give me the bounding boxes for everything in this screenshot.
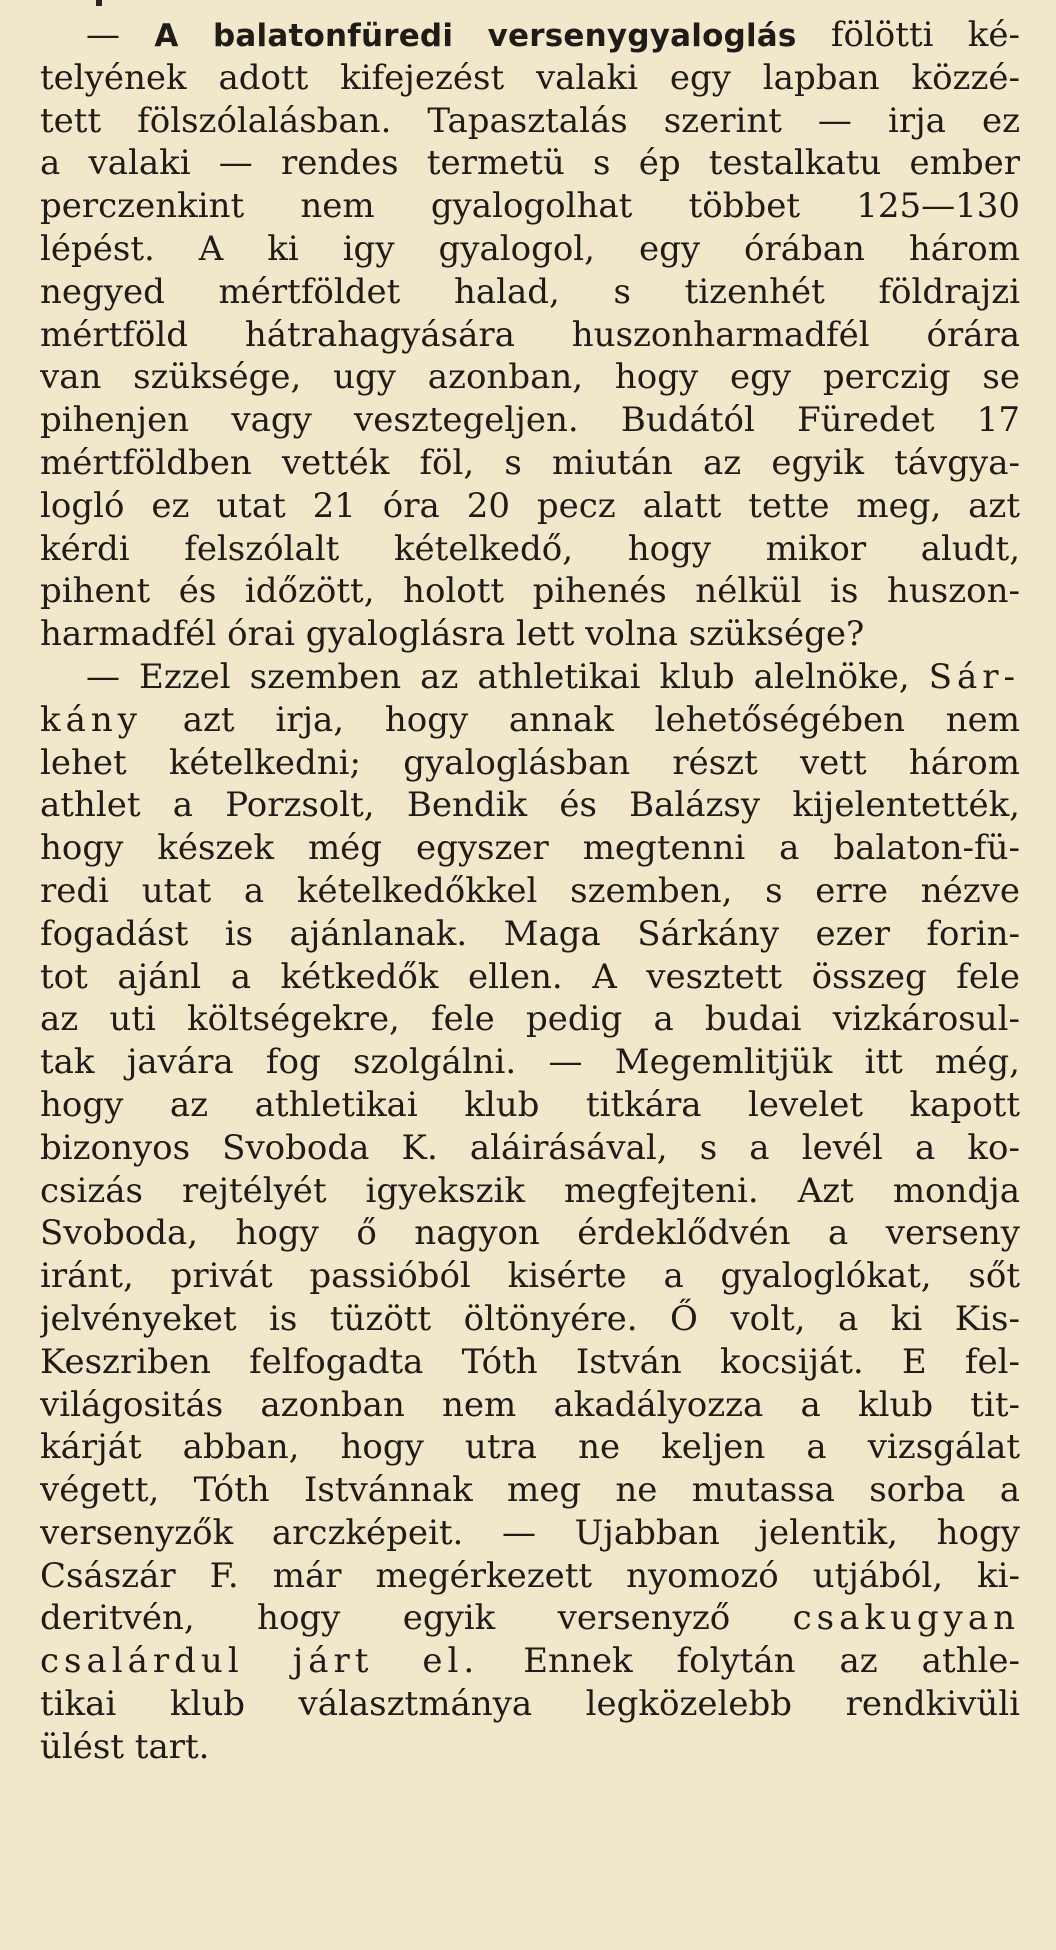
article-line-8: mértföld hátrahagyására huszonharmadfél órára (40, 314, 1020, 355)
line-text: fölötti ké- (796, 15, 1020, 55)
article-line-3: tett fölszólalásban. Tapasztalás szerint — irja ez (40, 100, 1020, 141)
article-line-20: hogy készek még egyszer megtenni a balaton-fü- (40, 828, 1020, 869)
article-line-31: jelvényeket is tüzött öltönyére. Ő volt, a ki Kis- (40, 1298, 1020, 1339)
article-line-1 (40, 14, 1020, 57)
article-line-37: Császár F. már megérkezett nyomozó utjából, ki- (40, 1555, 1020, 1596)
article-line-7: negyed mértföldet halad, s tizenhét földrajzi (40, 271, 1020, 312)
line-text: deritvén, hogy egyik versenyző (40, 1598, 793, 1639)
article-headline: A balatonfüredi versenygyaloglás (154, 18, 797, 54)
article-line-23: tot ajánl a kétkedők ellen. A vesztett összeg fele (40, 956, 1020, 997)
line-text: Ennek folytán az athle- (479, 1641, 1020, 1682)
article-line-35: végett, Tóth Istvánnak meg ne mutassa sorba a (40, 1470, 1020, 1511)
line-text: — Ezzel szemben az athletikai klub alelnöke, (86, 656, 929, 697)
article-line-18: lehet kételkedni; gyaloglásban részt vett három (40, 742, 1020, 783)
article-line-6: lépést. A ki igy gyalogol, egy órában három (40, 228, 1020, 269)
column-rule-mark (96, 0, 102, 6)
dash: — (86, 15, 155, 55)
article-line-39 (40, 1640, 1020, 1683)
article-line-34: kárját abban, hogy utra ne keljen a vizsgálat (40, 1427, 1020, 1468)
article-line-29: Svoboda, hogy ő nagyon érdeklődvén a verseny (40, 1213, 1020, 1254)
article-line-30: iránt, privát passióból kisérte a gyaloglókat, sőt (40, 1256, 1020, 1297)
article-line-33: világositás azonban nem akadályozza a klub tit- (40, 1384, 1020, 1425)
spaced-name: Sár- (928, 656, 1020, 697)
article-line-2: telyének adott kifejezést valaki egy lapban közzé- (40, 57, 1020, 98)
article-line-15: harmadfél órai gyaloglásra lett volna szüksége? (40, 614, 865, 655)
article-line-24: az uti költségekre, fele pedig a budai vizkárosul- (40, 999, 1020, 1040)
article-line-25: tak javára fog szolgálni. — Megemlitjük itt még, (40, 1042, 1020, 1083)
article-line-26: hogy az athletikai klub titkára levelet kapott (40, 1084, 1020, 1125)
spaced-name: kány (40, 699, 142, 740)
article-line-32: Keszriben felfogadta Tóth István kocsiját. E fel- (40, 1341, 1020, 1382)
article-line-13: kérdi felszólalt kételkedő, hogy mikor aludt, (40, 528, 1020, 569)
article-line-11: mértföldben vették föl, s miután az egyik távgya- (40, 442, 1020, 483)
spaced-word: csakugyan (792, 1598, 1020, 1639)
line-text: azt irja, hogy annak lehetőségében nem (141, 699, 1020, 740)
article-line-28: csizás rejtélyét igyekszik megfejteni. Azt mondja (40, 1170, 1020, 1211)
article-line-5: perczenkint nem gyalogolhat többet 125—130 (40, 186, 1020, 227)
article-line-41: ülést tart. (40, 1726, 210, 1767)
article-line-12: logló ez utat 21 óra 20 pecz alatt tette meg, azt (40, 485, 1020, 526)
news-article (40, 14, 1020, 1769)
article-line-19: athlet a Porzsolt, Bendik és Balázsy kijelentették, (40, 785, 1020, 826)
article-line-9: van szüksége, ugy azonban, hogy egy perczig se (40, 357, 1020, 398)
article-line-14: pihent és időzött, holott pihenés nélkül is huszon- (40, 571, 1020, 612)
article-line-16 (40, 656, 1020, 699)
article-line-4: a valaki — rendes termetü s ép testalkatu ember (40, 143, 1020, 184)
article-line-21: redi utat a kételkedőkkel szemben, s erre nézve (40, 870, 1020, 911)
article-line-38 (40, 1597, 1020, 1640)
article-line-22: fogadást is ajánlanak. Maga Sárkány ezer forin- (40, 913, 1020, 954)
article-line-10: pihenjen vagy vesztegeljen. Budától Füredet 17 (40, 400, 1020, 441)
article-line-17 (40, 699, 1020, 742)
article-line-36: versenyzők arczképeit. — Ujabban jelentik, hogy (40, 1512, 1020, 1553)
article-line-40: tikai klub választmánya legközelebb rendkivüli (40, 1684, 1020, 1725)
article-line-27: bizonyos Svoboda K. aláirásával, s a levél a ko- (40, 1127, 1020, 1168)
spaced-phrase: csalárdul járt el. (40, 1641, 480, 1682)
